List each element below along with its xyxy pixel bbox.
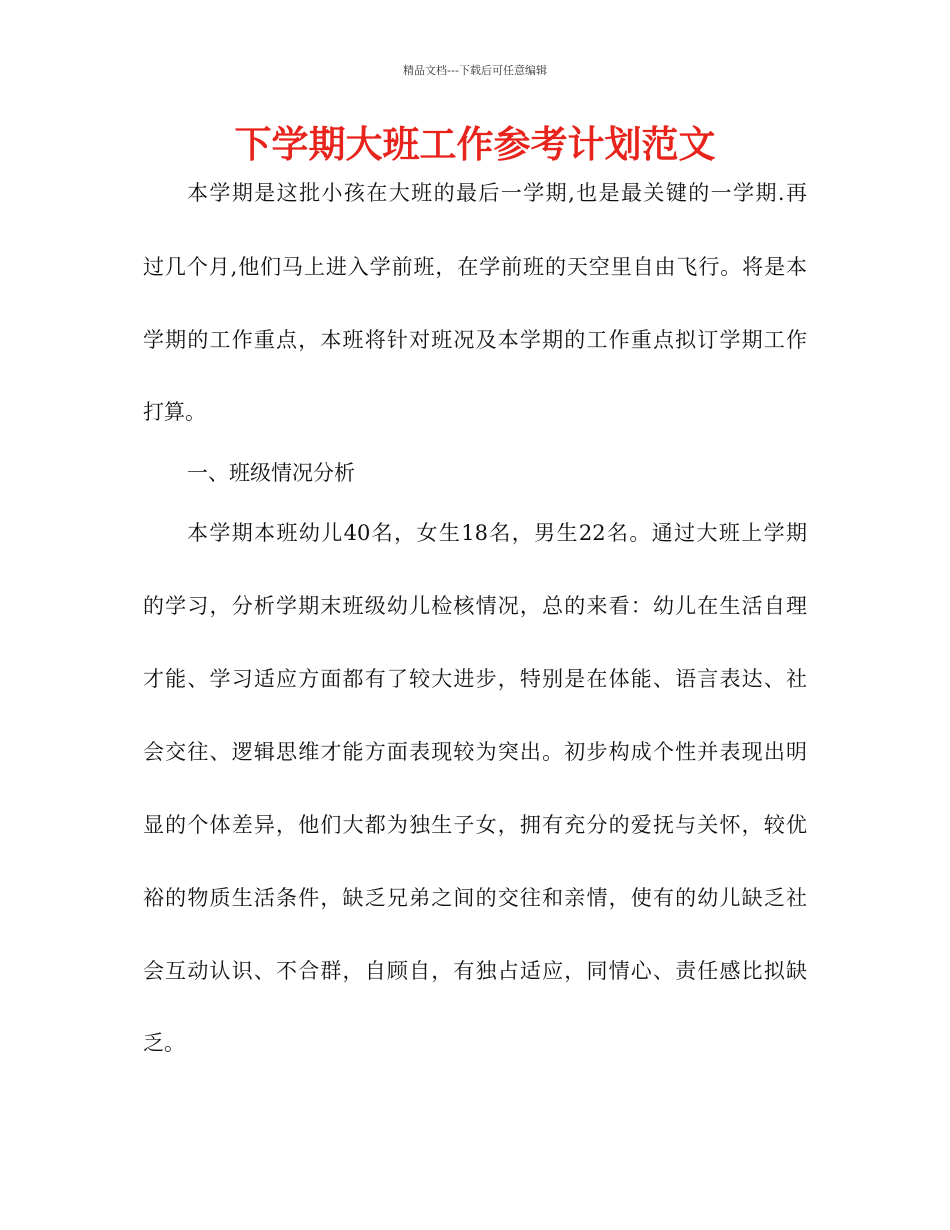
paragraph-line: 裕的物质生活条件，缺乏兄弟之间的交往和亲情，使有的幼儿缺乏社: [143, 886, 807, 910]
paragraph-line: 过几个月,他们马上进入学前班，在学前班的天空里自由飞行。将是本: [143, 255, 807, 279]
paragraph-line: 乏。: [143, 1031, 185, 1055]
paragraph-line: 本学期本班幼儿40名，女生18名，男生22名。通过大班上学期: [187, 521, 807, 545]
paragraph-line: 会交往、逻辑思维才能方面表现较为突出。初步构成个性并表现出明: [143, 740, 807, 764]
paragraph-line: 才能、学习适应方面都有了较大进步，特别是在体能、语言表达、社: [143, 667, 807, 691]
paragraph-line: 本学期是这批小孩在大班的最后一学期,也是最关键的一学期.再: [187, 181, 807, 205]
paragraph-line: 显的个体差异，他们大都为独生子女，拥有充分的爱抚与关怀，较优: [143, 813, 807, 837]
paragraph-line: 的学习，分析学期末班级幼儿检核情况，总的来看：幼儿在生活自理: [143, 594, 807, 618]
paragraph-line: 打算。: [143, 400, 206, 424]
document-title: 下学期大班工作参考计划范文: [234, 123, 716, 166]
header-note: 精品文档---下载后可任意编辑: [403, 64, 547, 77]
section-heading: 一、班级情况分析: [187, 461, 355, 485]
paragraph-line: 学期的工作重点，本班将针对班况及本学期的工作重点拟订学期工作: [143, 328, 807, 352]
paragraph-line: 会互动认识、不合群，自顾自，有独占适应，同情心、责任感比拟缺: [143, 959, 807, 983]
